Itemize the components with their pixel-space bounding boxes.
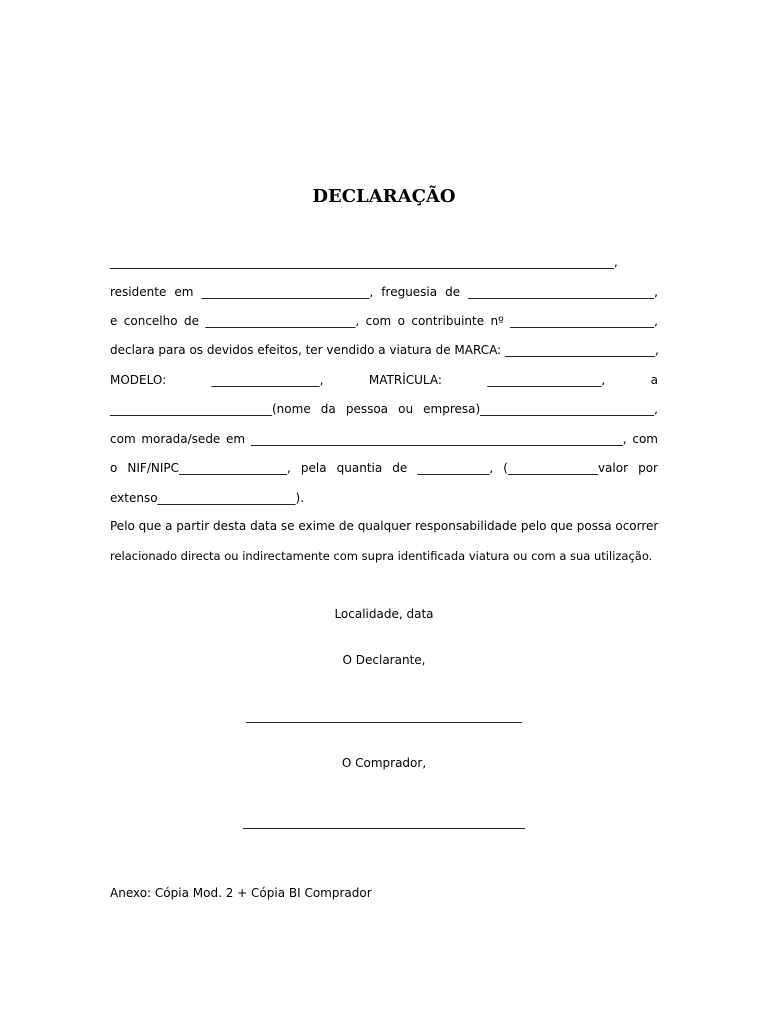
residence-line: residente em ____________________________, freguesia de _______________________________, bbox=[110, 285, 658, 299]
address-line: com morada/sede em ______________________________________________________________, com bbox=[110, 432, 658, 446]
declarant-label: O Declarante, bbox=[342, 653, 426, 667]
declarant-name-line: ____________________________________________________________________________________, bbox=[110, 255, 618, 269]
place-date: Localidade, data bbox=[334, 607, 434, 621]
vehicle-brand-line: declara para os devidos efeitos, ter vendido a viatura de MARCA: _________________________, bbox=[110, 343, 659, 357]
buyer-signature-line: _______________________________________________ bbox=[243, 815, 525, 829]
municipality-line: e concelho de _________________________, com o contribuinte nº ________________________, bbox=[110, 314, 658, 328]
declarant-signature-line: ______________________________________________ bbox=[246, 709, 522, 723]
liability-text-line-2: relacionado directa ou indirectamente com supra identificada viatura ou com a sua utilização. bbox=[110, 549, 653, 563]
document-title: DECLARAÇÃO bbox=[312, 186, 456, 207]
nif-price-line: o NIF/NIPC__________________, pela quantia de ____________, (_______________valor por bbox=[110, 461, 658, 475]
model-plate-line: MODELO: __________________, MATRÍCULA: ___________________, a bbox=[110, 373, 658, 387]
annex-note: Anexo: Cópia Mod. 2 + Cópia BI Comprador bbox=[110, 886, 372, 900]
liability-text-line-1: Pelo que a partir desta data se exime de qualquer responsabilidade pelo que possa ocorrer bbox=[110, 519, 659, 533]
buyer-name-line: ___________________________(nome da pessoa ou empresa)_____________________________, bbox=[110, 402, 658, 416]
amount-words-line: extenso_______________________). bbox=[110, 491, 305, 505]
buyer-label: O Comprador, bbox=[341, 756, 427, 770]
